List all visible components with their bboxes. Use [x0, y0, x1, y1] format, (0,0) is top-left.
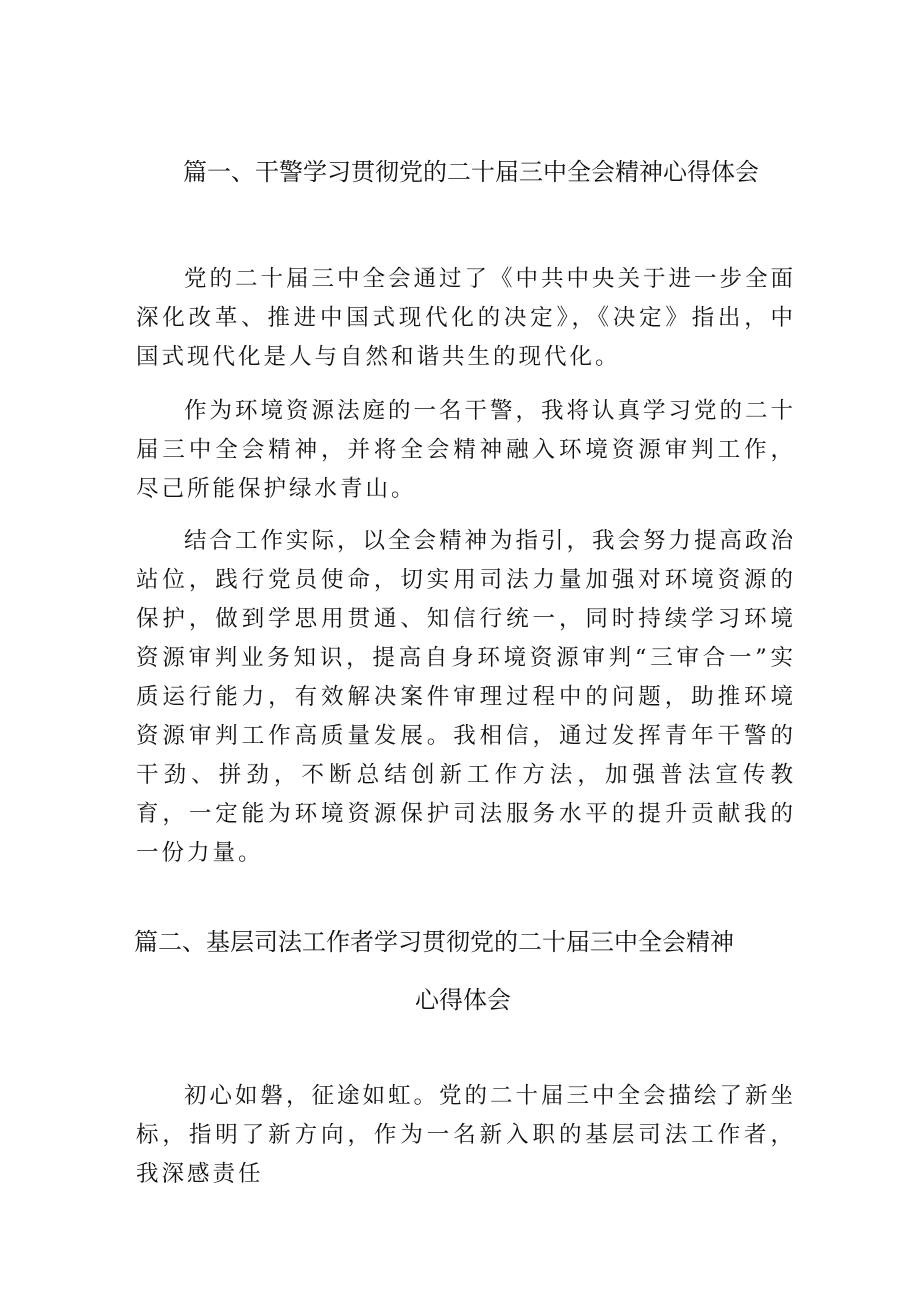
section-2-paragraph-1: 初心如磐，征途如虹。党的二十届三中全会描绘了新坐标，指明了新方向，作为一名新入职的基层司法工作者，我深感责任: [136, 1083, 797, 1187]
section-1-paragraph-1: 党的二十届三中全会通过了《中共中央关于进一步全面深化改革、推进中国式现代化的决定》，《决定》指出，中国式现代化是人与自然和谐共生的现代化。: [136, 266, 797, 370]
section-2-title-line-1: 篇二、基层司法工作者学习贯彻党的二十届三中全会精神: [134, 928, 734, 956]
section-1-paragraph-2: 作为环境资源法庭的一名干警，我将认真学习党的二十届三中全会精神，并将全会精神融入环境资源审判工作，尽己所能保护绿水青山。: [136, 398, 797, 502]
section-1-title: 篇一、干警学习贯彻党的二十届三中全会精神心得体会: [183, 158, 759, 186]
section-2-title-line-2: 心得体会: [415, 986, 511, 1014]
section-1-paragraph-3: 结合工作实际，以全会精神为指引，我会努力提高政治站位，践行党员使命，切实用司法力量加强对环境资源的保护，做到学思用贯通、知信行统一，同时持续学习环境资源审判业务知识，提高自身环境资源审判“三审合一”实质运行能力，有效解决案件审理过程中的问题，助推环境资源审判工作高质量发展。我相信，通过发挥青年干警的干劲、拼劲，不断总结创新工作方法，加强普法宣传教育，一定能为环境资源保护司法服务水平的提升贡献我的一份力量。: [136, 528, 797, 866]
